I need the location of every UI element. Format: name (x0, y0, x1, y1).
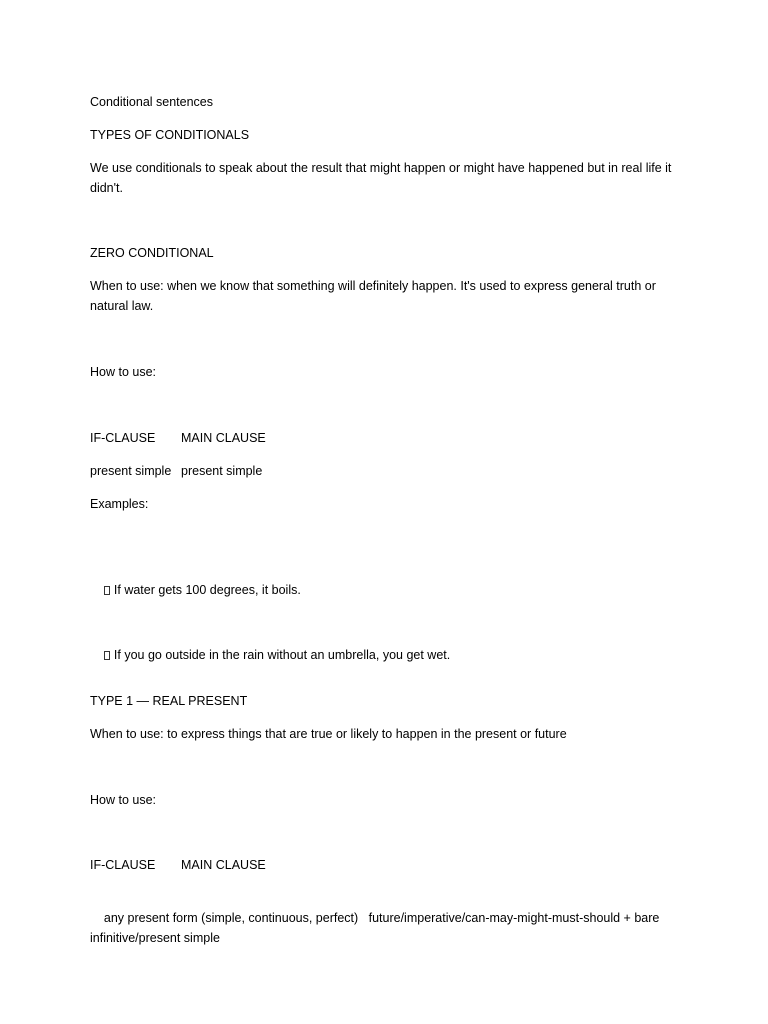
zero-main-clause-label: MAIN CLAUSE (181, 431, 266, 445)
type1-main-clause-label: MAIN CLAUSE (181, 858, 266, 872)
zero-if-clause-label: IF-CLAUSE (90, 431, 156, 445)
type1-when-paragraph: When to use: to express things that are true or likely to happen in the present or future (90, 727, 567, 741)
type1-clause-header-row (90, 855, 690, 875)
type1-form-paragraph (90, 888, 690, 968)
zero-when-paragraph: When to use: when we know that something will definitely happen. It's used to express general truth or natural law. (90, 279, 660, 313)
type1-main-form: future/imperative/can-may-might-must-should + bare infinitive/present simple (90, 911, 663, 945)
type1-heading: TYPE 1 — REAL PRESENT (90, 694, 248, 708)
type1-how-label: How to use: (90, 793, 157, 807)
type1-if-clause-label: IF-CLAUSE (90, 858, 156, 872)
zero-conditional-heading: ZERO CONDITIONAL (90, 246, 214, 260)
doc-title: Conditional sentences (90, 95, 213, 109)
zero-main-form: present simple (181, 464, 263, 478)
zero-example-text: If water gets 100 degrees, it boils. (113, 583, 301, 597)
intro-paragraph: We use conditionals to speak about the result that might happen or might have happened but in real life it didn't. (90, 161, 675, 195)
zero-example-text: If you go outside in the rain without an umbrella, you get wet. (113, 648, 451, 662)
zero-if-form: present simple (90, 464, 172, 478)
zero-example-item (90, 625, 690, 685)
zero-how-label: How to use: (90, 365, 157, 379)
zero-form-row (90, 461, 690, 481)
type1-if-form: any present form (simple, continuous, perfect) (103, 911, 359, 925)
missing-glyph-bullet-icon (104, 586, 110, 595)
missing-glyph-bullet-icon (104, 651, 110, 660)
zero-example-item (90, 560, 690, 620)
zero-examples-label: Examples: (90, 497, 149, 511)
zero-clause-header-row (90, 428, 690, 448)
types-heading: TYPES OF CONDITIONALS (90, 128, 250, 142)
